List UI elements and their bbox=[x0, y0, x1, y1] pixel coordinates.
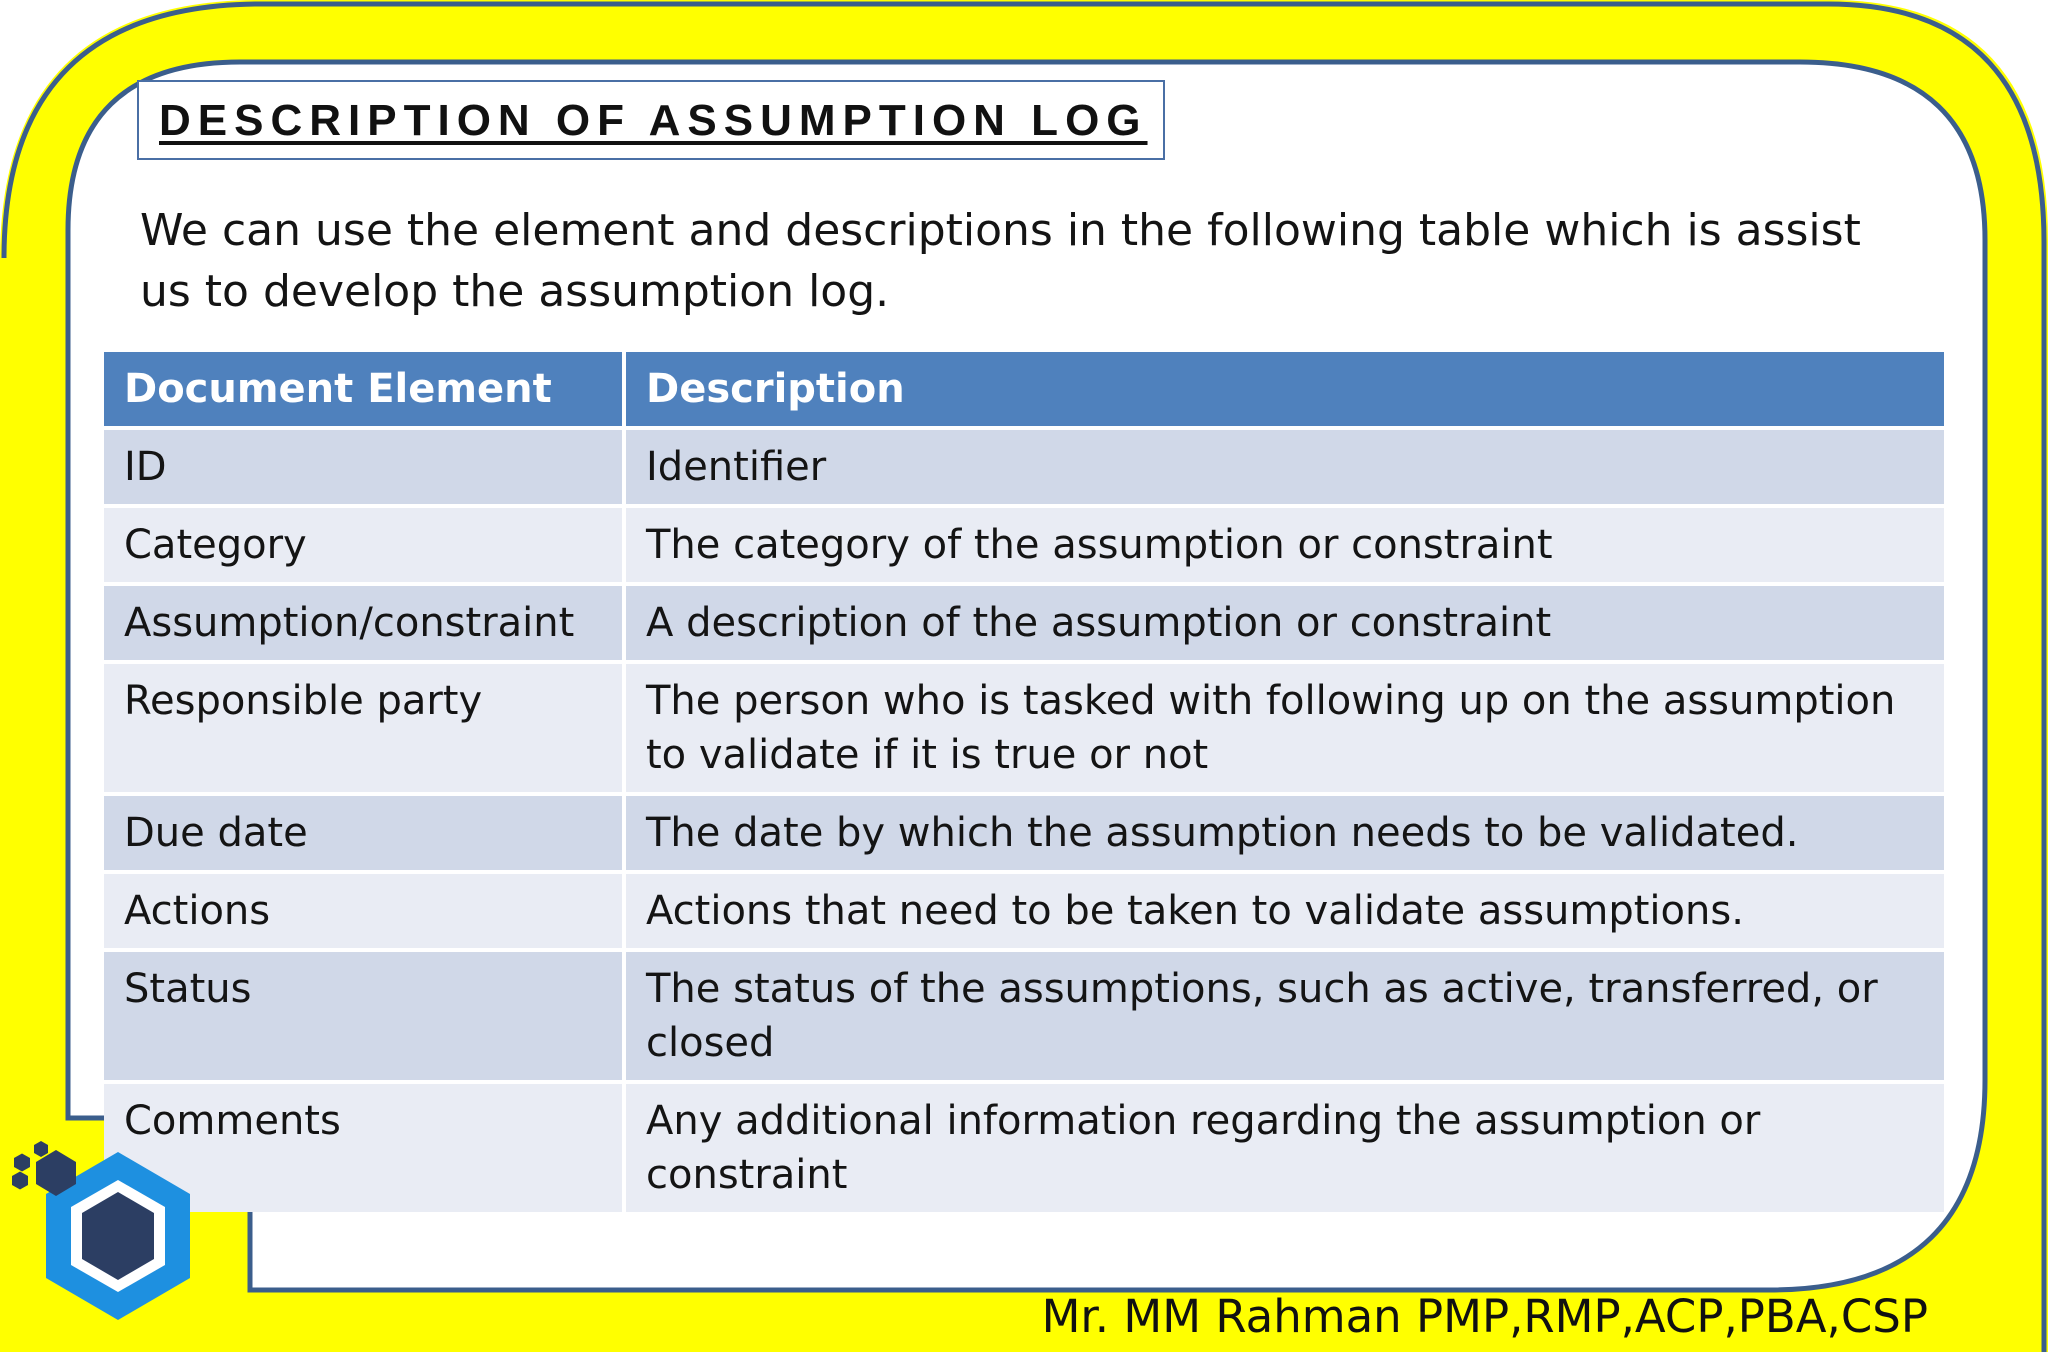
description-cell: Any additional information regarding the assumption or constraint bbox=[646, 1098, 1761, 1198]
description-cell: Actions that need to be taken to validate assumptions. bbox=[646, 888, 1744, 934]
assumption-table bbox=[104, 352, 1944, 1212]
description-cell: A description of the assumption or constraint bbox=[646, 600, 1552, 646]
table-row bbox=[104, 1080, 1944, 1212]
element-cell: Comments bbox=[104, 1084, 626, 1212]
intro-text: We can use the element and descriptions in the following table which is assist us to develop the assumption log. bbox=[140, 205, 1861, 317]
element-cell: ID bbox=[104, 430, 626, 504]
description-cell: The status of the assumptions, such as active, transferred, or closed bbox=[646, 966, 1878, 1066]
hexagon-logo-icon bbox=[0, 1140, 200, 1340]
table-row bbox=[104, 792, 1944, 870]
table-row bbox=[104, 660, 1944, 792]
element-cell: Actions bbox=[104, 874, 626, 948]
description-cell: The date by which the assumption needs to be validated. bbox=[646, 810, 1799, 856]
element-cell: Status bbox=[104, 952, 626, 1080]
table-row bbox=[104, 504, 1944, 582]
element-cell: Due date bbox=[104, 796, 626, 870]
author-footer: Mr. MM Rahman PMP,RMP,ACP,PBA,CSP bbox=[1041, 1290, 1928, 1343]
table-row bbox=[104, 870, 1944, 948]
title-box bbox=[137, 80, 1165, 160]
table-row bbox=[104, 948, 1944, 1080]
header-document-element: Document Element bbox=[104, 352, 626, 426]
table-row bbox=[104, 426, 1944, 504]
element-cell: Category bbox=[104, 508, 626, 582]
description-cell: The person who is tasked with following up on the assumption to validate if it is true or not bbox=[646, 678, 1896, 778]
element-cell: Assumption/constraint bbox=[104, 586, 626, 660]
description-cell: The category of the assumption or constraint bbox=[646, 522, 1553, 568]
header-description: Description bbox=[646, 366, 905, 412]
element-cell: Responsible party bbox=[104, 664, 626, 792]
table-row bbox=[104, 582, 1944, 660]
table-header-row bbox=[104, 352, 1944, 426]
slide-title: DESCRIPTION OF ASSUMPTION LOG bbox=[159, 96, 1148, 145]
description-cell: Identifier bbox=[646, 444, 827, 490]
